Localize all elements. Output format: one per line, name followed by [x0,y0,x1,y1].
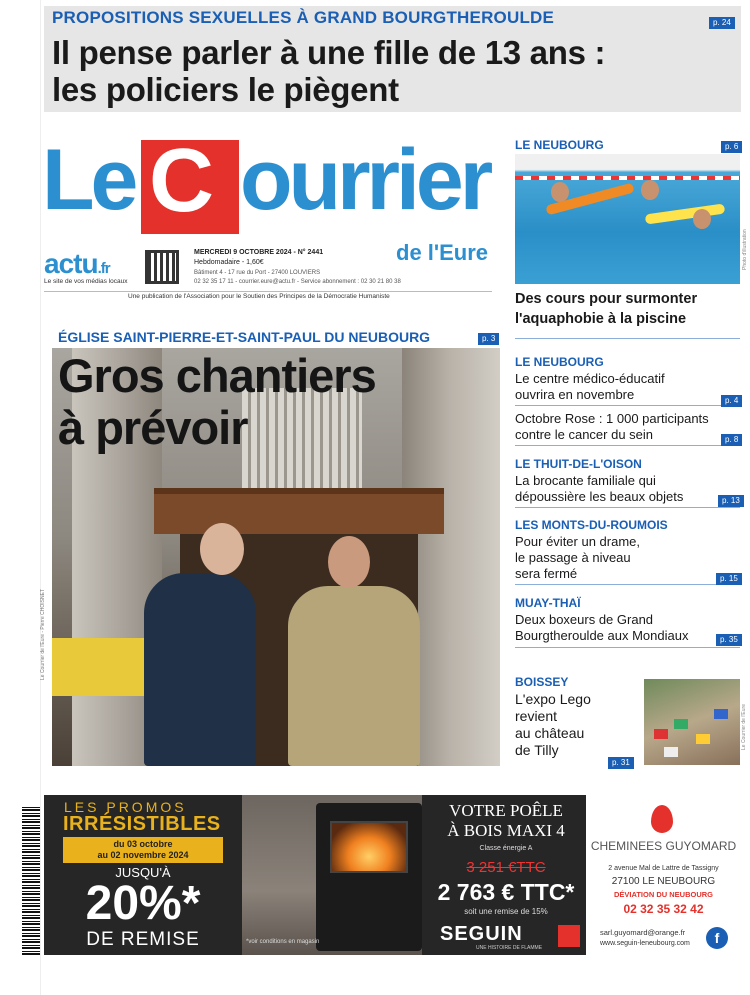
side-story-page-badge: p. 13 [718,495,744,507]
swimmer-head [693,209,711,229]
lego-brick [664,747,678,757]
lego-brick [674,719,688,729]
masthead-ourrier: ourrier [240,132,490,228]
man-head [328,536,370,588]
ad-date-box [63,837,223,863]
divider [515,338,740,339]
side-story-page-badge: p. 4 [721,395,742,407]
issue-frequency-price: Hebdomadaire - 1,60€ [194,259,264,266]
seguin-logo: SEGUIN [440,923,523,945]
lego-photo-credit: Le Courrier de l'Eure [741,704,747,750]
side-story-title [515,612,688,644]
main-story-kicker: ÉGLISE SAINT-PIERRE-ET-SAINT-PAUL DU NEUBOURG [58,329,431,345]
masthead-divider [44,291,492,292]
side-story-title [515,473,683,505]
dealer-website[interactable]: www.seguin-leneubourg.com [600,940,690,947]
organ-gallery [154,488,444,534]
actu-logo-text: actu [44,248,98,279]
top-story-kicker: PROPOSITIONS SEXUELLES À GRAND BOURGTHEROULDE [52,8,555,27]
main-story-headline-line2: à prévoir [58,401,248,454]
ad-new-price: 2 763 € TTC* [437,879,575,905]
dealer-address-line1: 2 avenue Mal de Lattre de Tassigny [608,865,719,872]
page-edge [40,0,41,995]
barcode [22,805,40,955]
side-story-kicker: LE NEUBOURG [515,138,604,152]
side-story-title-line1: Des cours pour surmonter [515,291,698,307]
seguin-tagline: UNE HISTOIRE DE FLAMME [476,945,543,951]
ad-discount: DE REMISE [86,929,200,950]
side-story-title-line1: Le centre médico-éducatif [515,371,665,386]
side-story-title [515,411,709,443]
advertisement[interactable] [44,795,741,955]
masthead-subtitle: de l'Eure [396,240,489,265]
ad-product-line2: À BOIS MAXI 4 [447,821,565,840]
side-story-title-line1: La brocante familiale qui [515,473,656,488]
side-story-page-badge: p. 6 [721,141,742,153]
dealer-address-line2: 27100 LE NEUBOURG [611,876,716,887]
swimmer-head [641,180,659,200]
side-story-title-line4: de Tilly [515,742,559,758]
publisher-line: Une publication de l'Association pour le Soutien des Principes de la Démocratie Humaniste [128,293,390,300]
dealer-name: CHEMINEES GUYOMARD [590,839,737,853]
ad-old-price: 3 251 €TTC [466,859,546,876]
side-story-page-badge: p. 8 [721,434,742,446]
actu-logo[interactable] [44,248,110,280]
main-photo-credit: Le Courrier de l'Eure - Pierre CHOISNET [40,589,46,680]
side-story-title-line3: sera fermé [515,566,578,581]
issue-address: Bâtiment 4 - 17 rue du Port - 27400 LOUVIERS [194,270,321,276]
divider [515,445,740,446]
side-story-title [515,289,697,329]
facebook-icon[interactable]: f [706,927,728,949]
dealer-email[interactable]: sarl.guyomard@orange.fr [600,928,686,937]
top-story[interactable] [44,6,741,112]
side-story-page-badge: p. 15 [716,573,742,585]
side-story-title [515,534,640,582]
ad-product-line1: VOTRE POÊLE [449,801,563,820]
side-story-title-line2: l'aquaphobie à la piscine [515,311,687,327]
main-story-headline-line1: Gros chantiers [58,349,376,402]
main-story-page-badge: p. 3 [478,333,499,345]
dealer-tag: DÉVIATION DU NEUBOURG [613,890,714,899]
ad-promo-line1: LES PROMOS [64,799,187,815]
pool-photo [515,154,740,284]
top-story-headline [52,34,605,108]
lego-brick [696,734,710,744]
swimmer-head [551,182,569,202]
side-story-kicker: LE NEUBOURG [515,355,604,369]
pool-lane-rope [515,176,740,180]
ad-energy-class: Classe énergie A [479,845,533,852]
side-story-title-line2: ouvrira en novembre [515,387,635,402]
side-story-title [515,691,591,759]
dealer-phone[interactable]: 02 32 35 32 42 [623,902,704,916]
divider [515,507,740,508]
side-story-kicker: BOISSEY [515,675,569,689]
side-story-title-line2: contre le cancer du sein [515,427,654,442]
yellow-sign [52,638,147,696]
top-story-page-badge: p. 24 [709,17,735,29]
side-story-kicker: LES MONTS-DU-ROUMOIS [515,518,668,532]
masthead-le: Le [42,132,135,228]
side-story-title-line3: au château [515,725,585,741]
issue-date: MERCREDI 9 OCTOBRE 2024 - N° 2441 [194,249,324,256]
man-figure [288,586,420,766]
main-story-headline[interactable] [58,350,376,454]
ad-saving: soit une remise de 15% [464,907,548,916]
lego-brick [654,729,668,739]
ad-promo-panel [44,795,242,955]
side-story-title-line2: revient [515,708,558,724]
side-story-title-line2: le passage à niveau [515,550,631,565]
masthead-c: C [149,131,214,231]
side-story-page-badge: p. 31 [608,757,634,769]
seguin-logo-icon [558,925,580,947]
woman-head [200,523,244,575]
pool-noodle-yellow [645,203,726,224]
stove-image [316,803,422,951]
ad-conditions: *voir conditions en magasin [246,939,320,945]
lego-photo [644,679,740,765]
divider [515,647,740,648]
top-story-headline-line1: Il pense parler à une fille de 13 ans : [52,34,606,71]
side-story-title-line1: L'expo Lego [515,691,591,707]
pool-photo-credit: Photo d'illustration [742,229,748,270]
ad-upto: JUSQU'À [115,865,171,880]
side-story-title-line2: Bourgtheroulde aux Mondiaux [515,628,689,643]
lego-brick [714,709,728,719]
side-story-title-line1: Octobre Rose : 1 000 participants [515,411,709,426]
ad-date-line2: au 02 novembre 2024 [97,850,189,860]
ad-date-line1: du 03 octobre [113,839,173,849]
divider [515,405,740,406]
ad-product-title [426,801,586,841]
top-story-headline-line2: les policiers le piègent [52,71,399,108]
flame-icon [651,805,673,833]
divider [515,584,740,585]
ad-percent: 20%* [85,877,201,930]
stove-fire [330,821,408,873]
qr-code-icon[interactable] [145,250,179,284]
ad-dealer-panel [586,795,741,955]
side-story-title-line2: dépoussière les beaux objets [515,489,684,504]
side-story-title-line1: Pour éviter un drame, [515,534,641,549]
actu-logo-tld: .fr [97,260,110,277]
side-story-title [515,371,665,403]
side-story-title-line1: Deux boxeurs de Grand [515,612,654,627]
woman-figure [144,573,256,766]
side-story-kicker: MUAY-THAÏ [515,596,581,610]
side-story-kicker: LE THUIT-DE-L'OISON [515,457,642,471]
issue-contact: 02 32 35 17 11 - courrier.eure@actu.fr - Service abonnement : 02 30 21 80 38 [194,279,401,285]
side-story-page-badge: p. 35 [716,634,742,646]
ad-promo-line2: IRRÉSISTIBLES [63,813,221,835]
actu-tagline: Le site de vos médias locaux [44,278,128,285]
